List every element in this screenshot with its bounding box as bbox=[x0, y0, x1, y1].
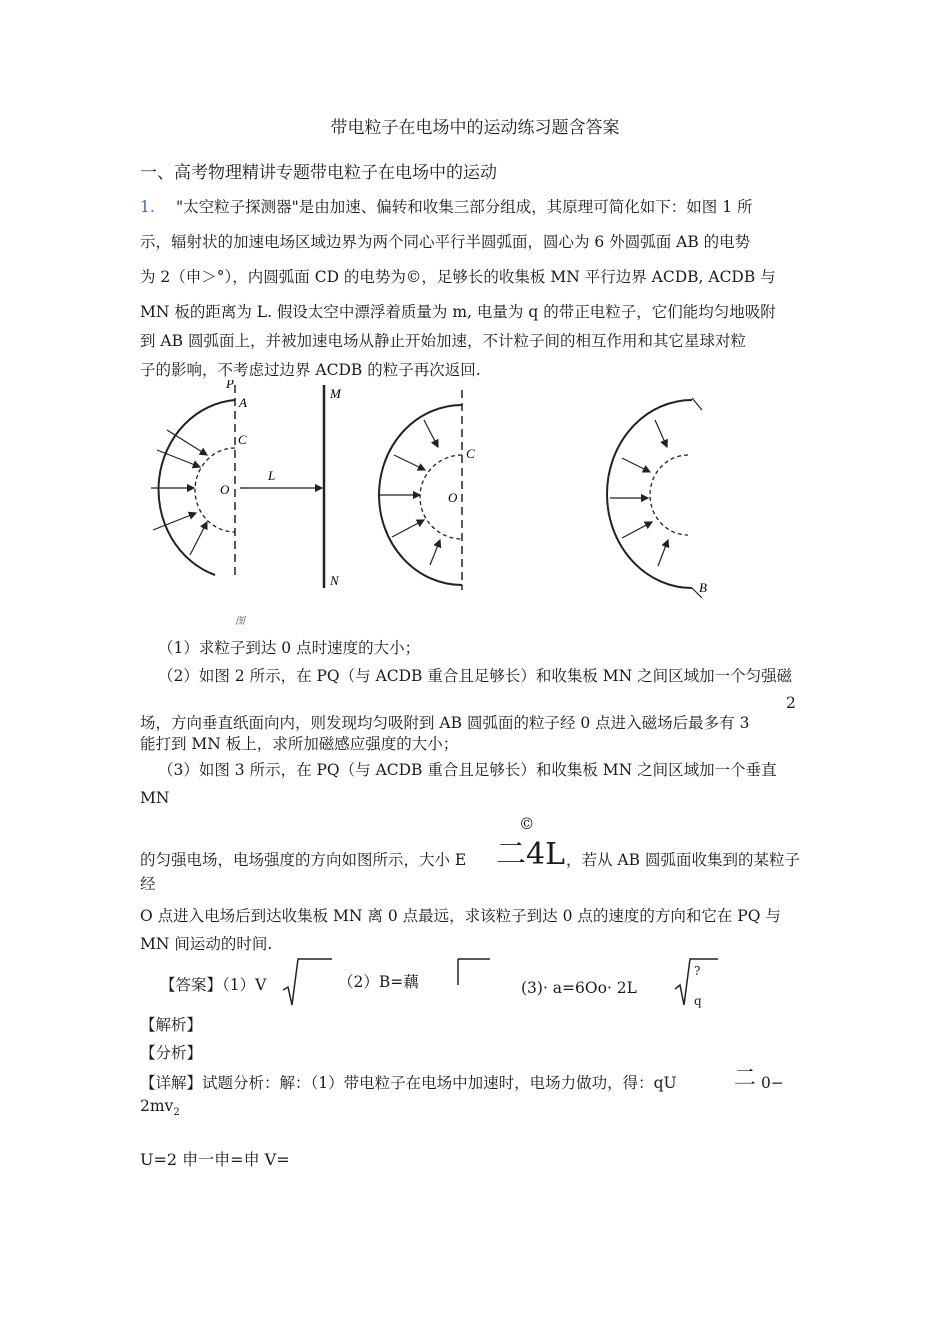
part-2-line-3: 能打到 MN 板上，求所加磁感应强度的大小； bbox=[140, 735, 459, 753]
label-L: L bbox=[268, 468, 276, 483]
label-B: B bbox=[699, 580, 707, 595]
part-3-line-1: （3）如图 3 所示，在 PQ（与 ACDB 重合且足够长）和收集板 MN 之间区域加一个垂直 bbox=[158, 761, 777, 779]
section-heading: 一、高考物理精讲专题带电粒子在电场中的运动 bbox=[140, 163, 497, 183]
mv-expression: $2mv_2$ bbox=[140, 1097, 180, 1119]
detail-equals: 二 bbox=[734, 1066, 757, 1091]
answer-fragment-2: q bbox=[694, 994, 702, 1008]
label-C: C bbox=[238, 432, 247, 447]
part-1: （1）求粒子到达 0 点时速度的大小； bbox=[158, 639, 421, 657]
part-3-line-4: 经 bbox=[140, 875, 156, 893]
question-line-2: 示，辐射状的加速电场区域边界为两个同心平行半圆弧面，圆心为 6 外圆弧面 AB 的电势 bbox=[140, 233, 751, 251]
part-2-line-1: （2）如图 2 所示，在 PQ（与 ACDB 重合且足够长）和收集板 MN 之间区域加一个匀强磁 bbox=[158, 667, 793, 685]
fenxi-label: 【分析】 bbox=[140, 1044, 203, 1062]
answer-radicals bbox=[0, 955, 950, 1015]
part-2-line-2: 场，方向垂直纸面向内，则发现均匀吸附到 AB 圆弧面的粒子经 0 点进入磁场后最多有 3 bbox=[140, 714, 750, 732]
jiexi-label: 【解析】 bbox=[140, 1016, 203, 1034]
question-line-3: 为 2（申＞°），内圆弧面 CD 的电势为©，足够长的收集板 MN 平行边界 ACDB, ACDB 与 bbox=[140, 268, 776, 286]
answer-fragment-1: ? bbox=[694, 964, 701, 978]
question-line-5: 到 AB 圆弧面上，并被加速电场从静止开始加速，不计粒子间的相互作用和其它星球对粒 bbox=[140, 332, 746, 350]
part-3-line-6: MN 间运动的时间. bbox=[140, 935, 273, 953]
figure-caption: 图 bbox=[235, 616, 245, 627]
label-A: A bbox=[239, 395, 247, 410]
label-O-2: O bbox=[448, 490, 458, 505]
part-2-sup: 2 bbox=[786, 694, 796, 712]
page-title: 带电粒子在电场中的运动练习题含答案 bbox=[330, 118, 620, 138]
question-line-4: MN 板的距离为 L. 假设太空中漂浮着质量为 m, 电量为 q 的带正电粒子，它们能均匀地吸附 bbox=[140, 303, 776, 321]
label-M: M bbox=[330, 386, 341, 401]
detail-line: 【详解】试题分析：解：（1）带电粒子在电场中加速时，电场力做功，得：qU bbox=[140, 1074, 677, 1092]
figure-diagrams bbox=[0, 380, 950, 640]
figure-3 bbox=[607, 398, 702, 598]
answer-3: (3)· a=6Oo· 2L bbox=[521, 979, 637, 997]
formula-4L: 二4L bbox=[496, 837, 566, 872]
label-N: N bbox=[330, 573, 339, 588]
detail-end: 0− bbox=[761, 1074, 784, 1092]
voltage-equation: U=2 申一申=申 V= bbox=[140, 1150, 290, 1169]
part-3-line-2: MN bbox=[140, 789, 170, 807]
figure-1 bbox=[151, 385, 324, 588]
answer-2: （2）B=藕 bbox=[338, 973, 419, 991]
question-line-6: 子的影响，不考虑过边界 ACDB 的粒子再次返回. bbox=[140, 361, 481, 379]
answer-label: 【答案】（1）V bbox=[160, 976, 267, 994]
part-3-line-5: O 点进入电场后到达收集板 MN 离 0 点最远，求该粒子到达 0 点的速度的方向和它在 PQ 与 bbox=[140, 907, 781, 925]
label-P: P bbox=[226, 380, 234, 391]
copyright-symbol: © bbox=[519, 815, 535, 833]
question-line-1: "太空粒子探测器"是由加速、偏转和收集三部分组成，其原理可简化如下：如图 1 所 bbox=[176, 198, 753, 216]
label-C-2: C bbox=[466, 446, 475, 461]
part-3-line-3a: 的匀强电场，电场强度的方向如图所示，大小 E bbox=[140, 851, 467, 869]
question-number: 1. bbox=[140, 198, 155, 216]
part-3-line-3b: ，若从 AB 圆弧面收集到的某粒子 bbox=[566, 851, 800, 869]
label-O: O bbox=[220, 482, 230, 497]
